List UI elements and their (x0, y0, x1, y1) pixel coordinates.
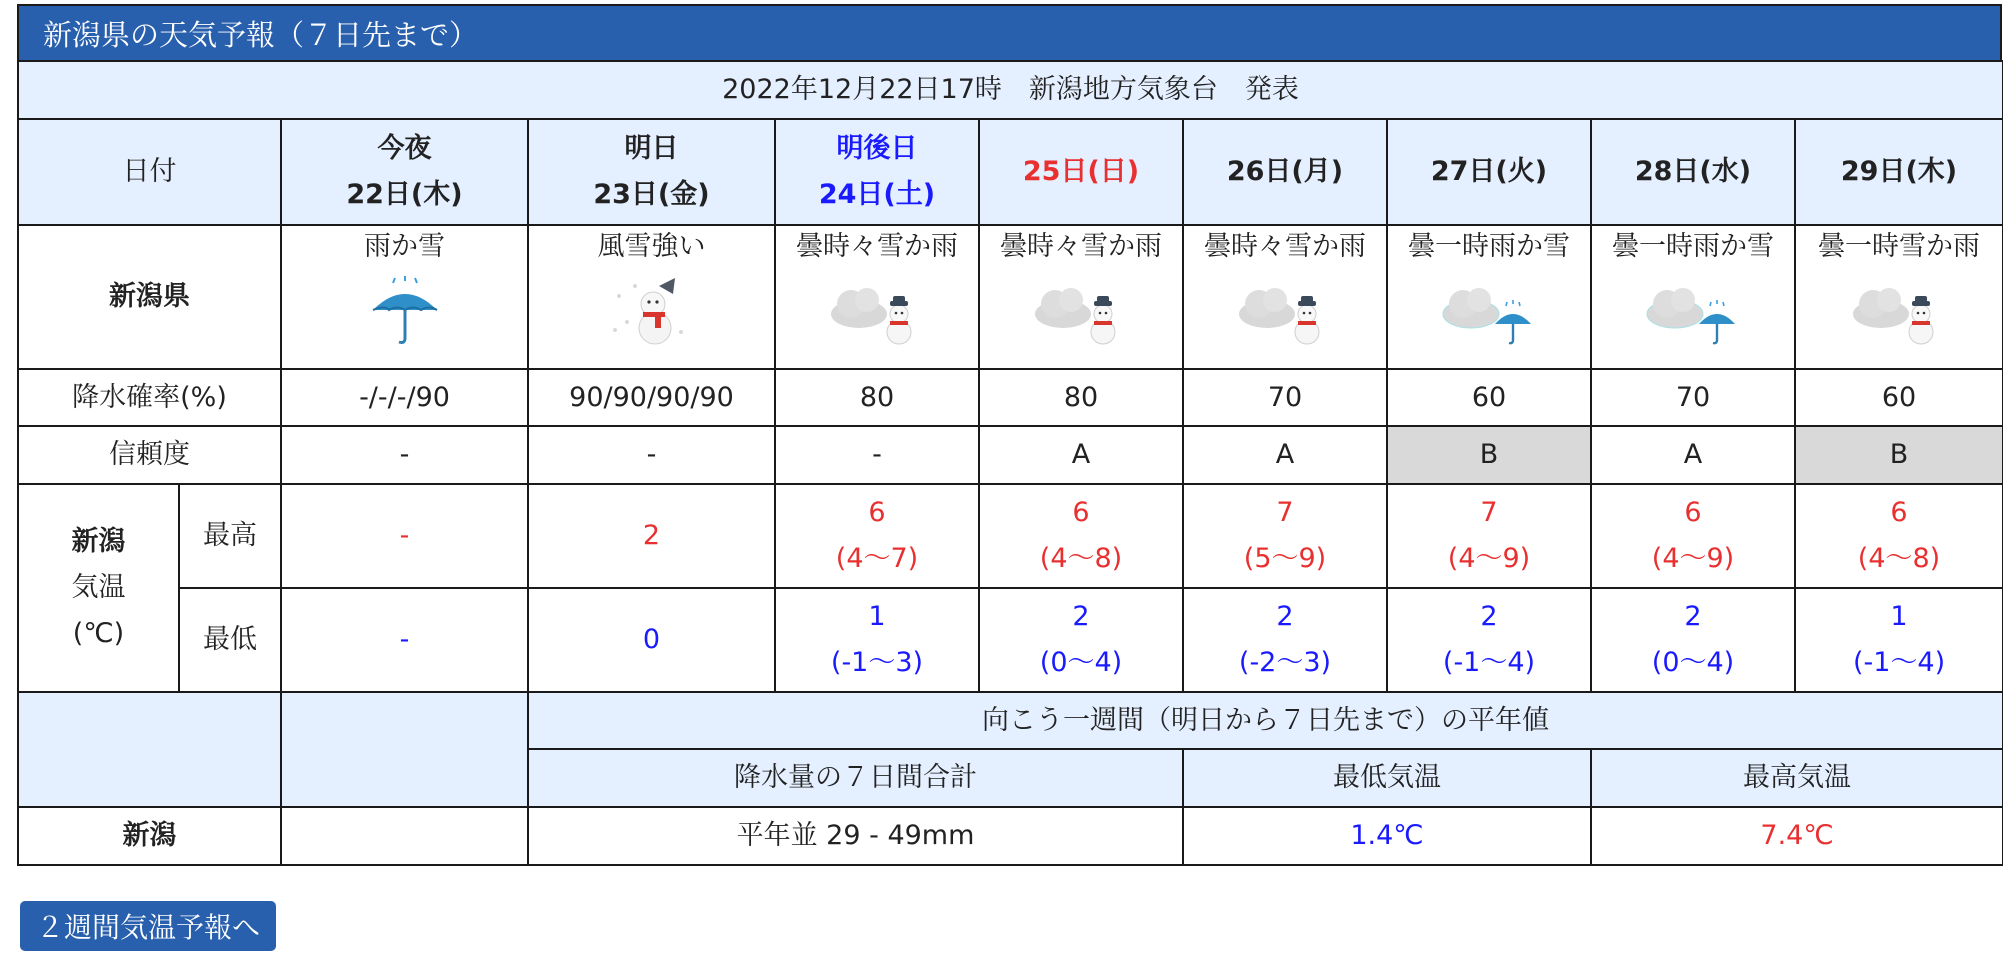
min-temp-value: 2 (1480, 601, 1498, 632)
reliability-label: 信頼度 (18, 426, 281, 484)
normals-min-label: 最低気温 (1183, 749, 1591, 807)
forecast-table (17, 60, 2003, 866)
weather-cell (1795, 225, 2003, 369)
cloud-snowman-icon (776, 274, 978, 361)
max-temp-cell (1183, 484, 1387, 588)
min-label: 最低 (179, 588, 281, 692)
min-temp-value: - (399, 624, 410, 655)
pop-label: 降水確率(%) (18, 369, 281, 426)
weather-cell (775, 225, 979, 369)
weather-text: 雨か雪 (364, 231, 445, 262)
min-temp-range: (0〜4) (1651, 647, 1735, 678)
pop-cell: 90/90/90/90 (528, 369, 775, 426)
weather-cell (281, 225, 528, 369)
cloud-snowman-icon (1796, 274, 2002, 361)
normals-max-value: 7.4℃ (1591, 807, 2003, 865)
snowman-wind-icon (529, 274, 774, 361)
weather-text: 風雪強い (597, 231, 706, 262)
min-temp-range: (0〜4) (1039, 647, 1123, 678)
weather-text: 曇一時雨か雪 (1408, 231, 1570, 262)
reliability-cell: A (1591, 426, 1795, 484)
day-header: 明後日 24日(土) (775, 119, 979, 225)
weather-text: 曇一時雪か雨 (1818, 231, 1981, 262)
min-temp-cell (979, 588, 1183, 692)
max-temp-range: (4〜7) (835, 543, 919, 574)
weather-cell (1591, 225, 1795, 369)
max-temp-cell (281, 484, 528, 588)
day-header: 今夜 22日(木) (281, 119, 528, 225)
max-temp-cell (1591, 484, 1795, 588)
two-week-forecast-button[interactable]: ２週間気温予報へ (20, 901, 276, 951)
day-header: 26日(月) (1183, 119, 1387, 225)
min-temp-range: (-1〜3) (830, 647, 924, 678)
pop-cell: 80 (979, 369, 1183, 426)
min-temp-value: 0 (642, 624, 661, 655)
reliability-cell: - (281, 426, 528, 484)
min-temp-value: 1 (1890, 601, 1908, 632)
min-temp-range: (-2〜3) (1238, 647, 1332, 678)
pop-cell: 60 (1795, 369, 2003, 426)
min-temp-value: 1 (868, 601, 886, 632)
day-header: 29日(木) (1795, 119, 2003, 225)
day-header: 明日 23日(金) (528, 119, 775, 225)
max-temp-range: (4〜9) (1651, 543, 1735, 574)
max-temp-range: (4〜9) (1447, 543, 1531, 574)
region-label: 新潟県 (18, 225, 281, 369)
normals-header: 向こう一週間（明日から７日先まで）の平年値 (528, 692, 2003, 749)
pop-cell: 80 (775, 369, 979, 426)
min-temp-range: (-1〜4) (1442, 647, 1536, 678)
max-temp-value: - (399, 520, 410, 551)
max-temp-value: 6 (868, 497, 886, 528)
max-label: 最高 (179, 484, 281, 588)
min-temp-cell (1591, 588, 1795, 692)
normals-blank (281, 692, 528, 807)
reliability-cell: B (1387, 426, 1591, 484)
max-temp-cell (1795, 484, 2003, 588)
normals-blank (18, 692, 281, 807)
cloud-umbrella-icon (1592, 274, 1794, 361)
min-temp-cell (775, 588, 979, 692)
max-temp-range: (5〜9) (1243, 543, 1327, 574)
min-temp-value: 2 (1072, 601, 1090, 632)
panel-title: 新潟県の天気予報（７日先まで） (17, 4, 2002, 60)
max-temp-value: 6 (1072, 497, 1090, 528)
cloud-snowman-icon (1184, 274, 1386, 361)
normals-precip-value: 平年並 29 - 49mm (528, 807, 1183, 865)
day-header: 25日(日) (979, 119, 1183, 225)
pop-cell: 60 (1387, 369, 1591, 426)
day-header: 27日(火) (1387, 119, 1591, 225)
min-temp-cell (528, 588, 775, 692)
cloud-snowman-icon (980, 274, 1182, 361)
reliability-cell: A (1183, 426, 1387, 484)
normals-blank (281, 807, 528, 865)
max-temp-value: 6 (1890, 497, 1908, 528)
weather-cell (979, 225, 1183, 369)
normals-city: 新潟 (18, 807, 281, 865)
date-label: 日付 (18, 119, 281, 225)
min-temp-cell (1387, 588, 1591, 692)
normals-min-value: 1.4℃ (1183, 807, 1591, 865)
weather-cell (1387, 225, 1591, 369)
min-temp-value: 2 (1276, 601, 1294, 632)
reliability-cell: A (979, 426, 1183, 484)
normals-max-label: 最高気温 (1591, 749, 2003, 807)
min-temp-value: 2 (1684, 601, 1702, 632)
max-temp-value: 7 (1276, 497, 1294, 528)
max-temp-cell (979, 484, 1183, 588)
issued-text: 2022年12月22日17時 新潟地方気象台 発表 (18, 61, 2003, 119)
weather-cell (1183, 225, 1387, 369)
max-temp-cell (775, 484, 979, 588)
normals-precip-label: 降水量の７日間合計 (528, 749, 1183, 807)
max-temp-value: 6 (1684, 497, 1702, 528)
weather-text: 曇時々雪か雨 (796, 231, 958, 262)
max-temp-value: 2 (642, 520, 661, 551)
max-temp-range: (4〜8) (1857, 543, 1941, 574)
min-temp-range: (-1〜4) (1852, 647, 1946, 678)
forecast-panel (17, 4, 2002, 866)
min-temp-cell (1183, 588, 1387, 692)
min-temp-cell (1795, 588, 2003, 692)
pop-cell: 70 (1183, 369, 1387, 426)
day-header: 28日(水) (1591, 119, 1795, 225)
weather-text: 曇一時雨か雪 (1612, 231, 1774, 262)
reliability-cell: - (775, 426, 979, 484)
pop-cell: -/-/-/90 (281, 369, 528, 426)
max-temp-range: (4〜8) (1039, 543, 1123, 574)
reliability-cell: - (528, 426, 775, 484)
max-temp-value: 7 (1480, 497, 1498, 528)
temp-city-label: 新潟 気温 (℃) (18, 484, 179, 692)
cloud-umbrella-icon (1388, 274, 1590, 361)
pop-cell: 70 (1591, 369, 1795, 426)
weather-cell (528, 225, 775, 369)
max-temp-cell (528, 484, 775, 588)
max-temp-cell (1387, 484, 1591, 588)
reliability-cell: B (1795, 426, 2003, 484)
umbrella-icon (282, 274, 527, 361)
weather-text: 曇時々雪か雨 (1204, 231, 1366, 262)
weather-text: 曇時々雪か雨 (1000, 231, 1162, 262)
min-temp-cell (281, 588, 528, 692)
